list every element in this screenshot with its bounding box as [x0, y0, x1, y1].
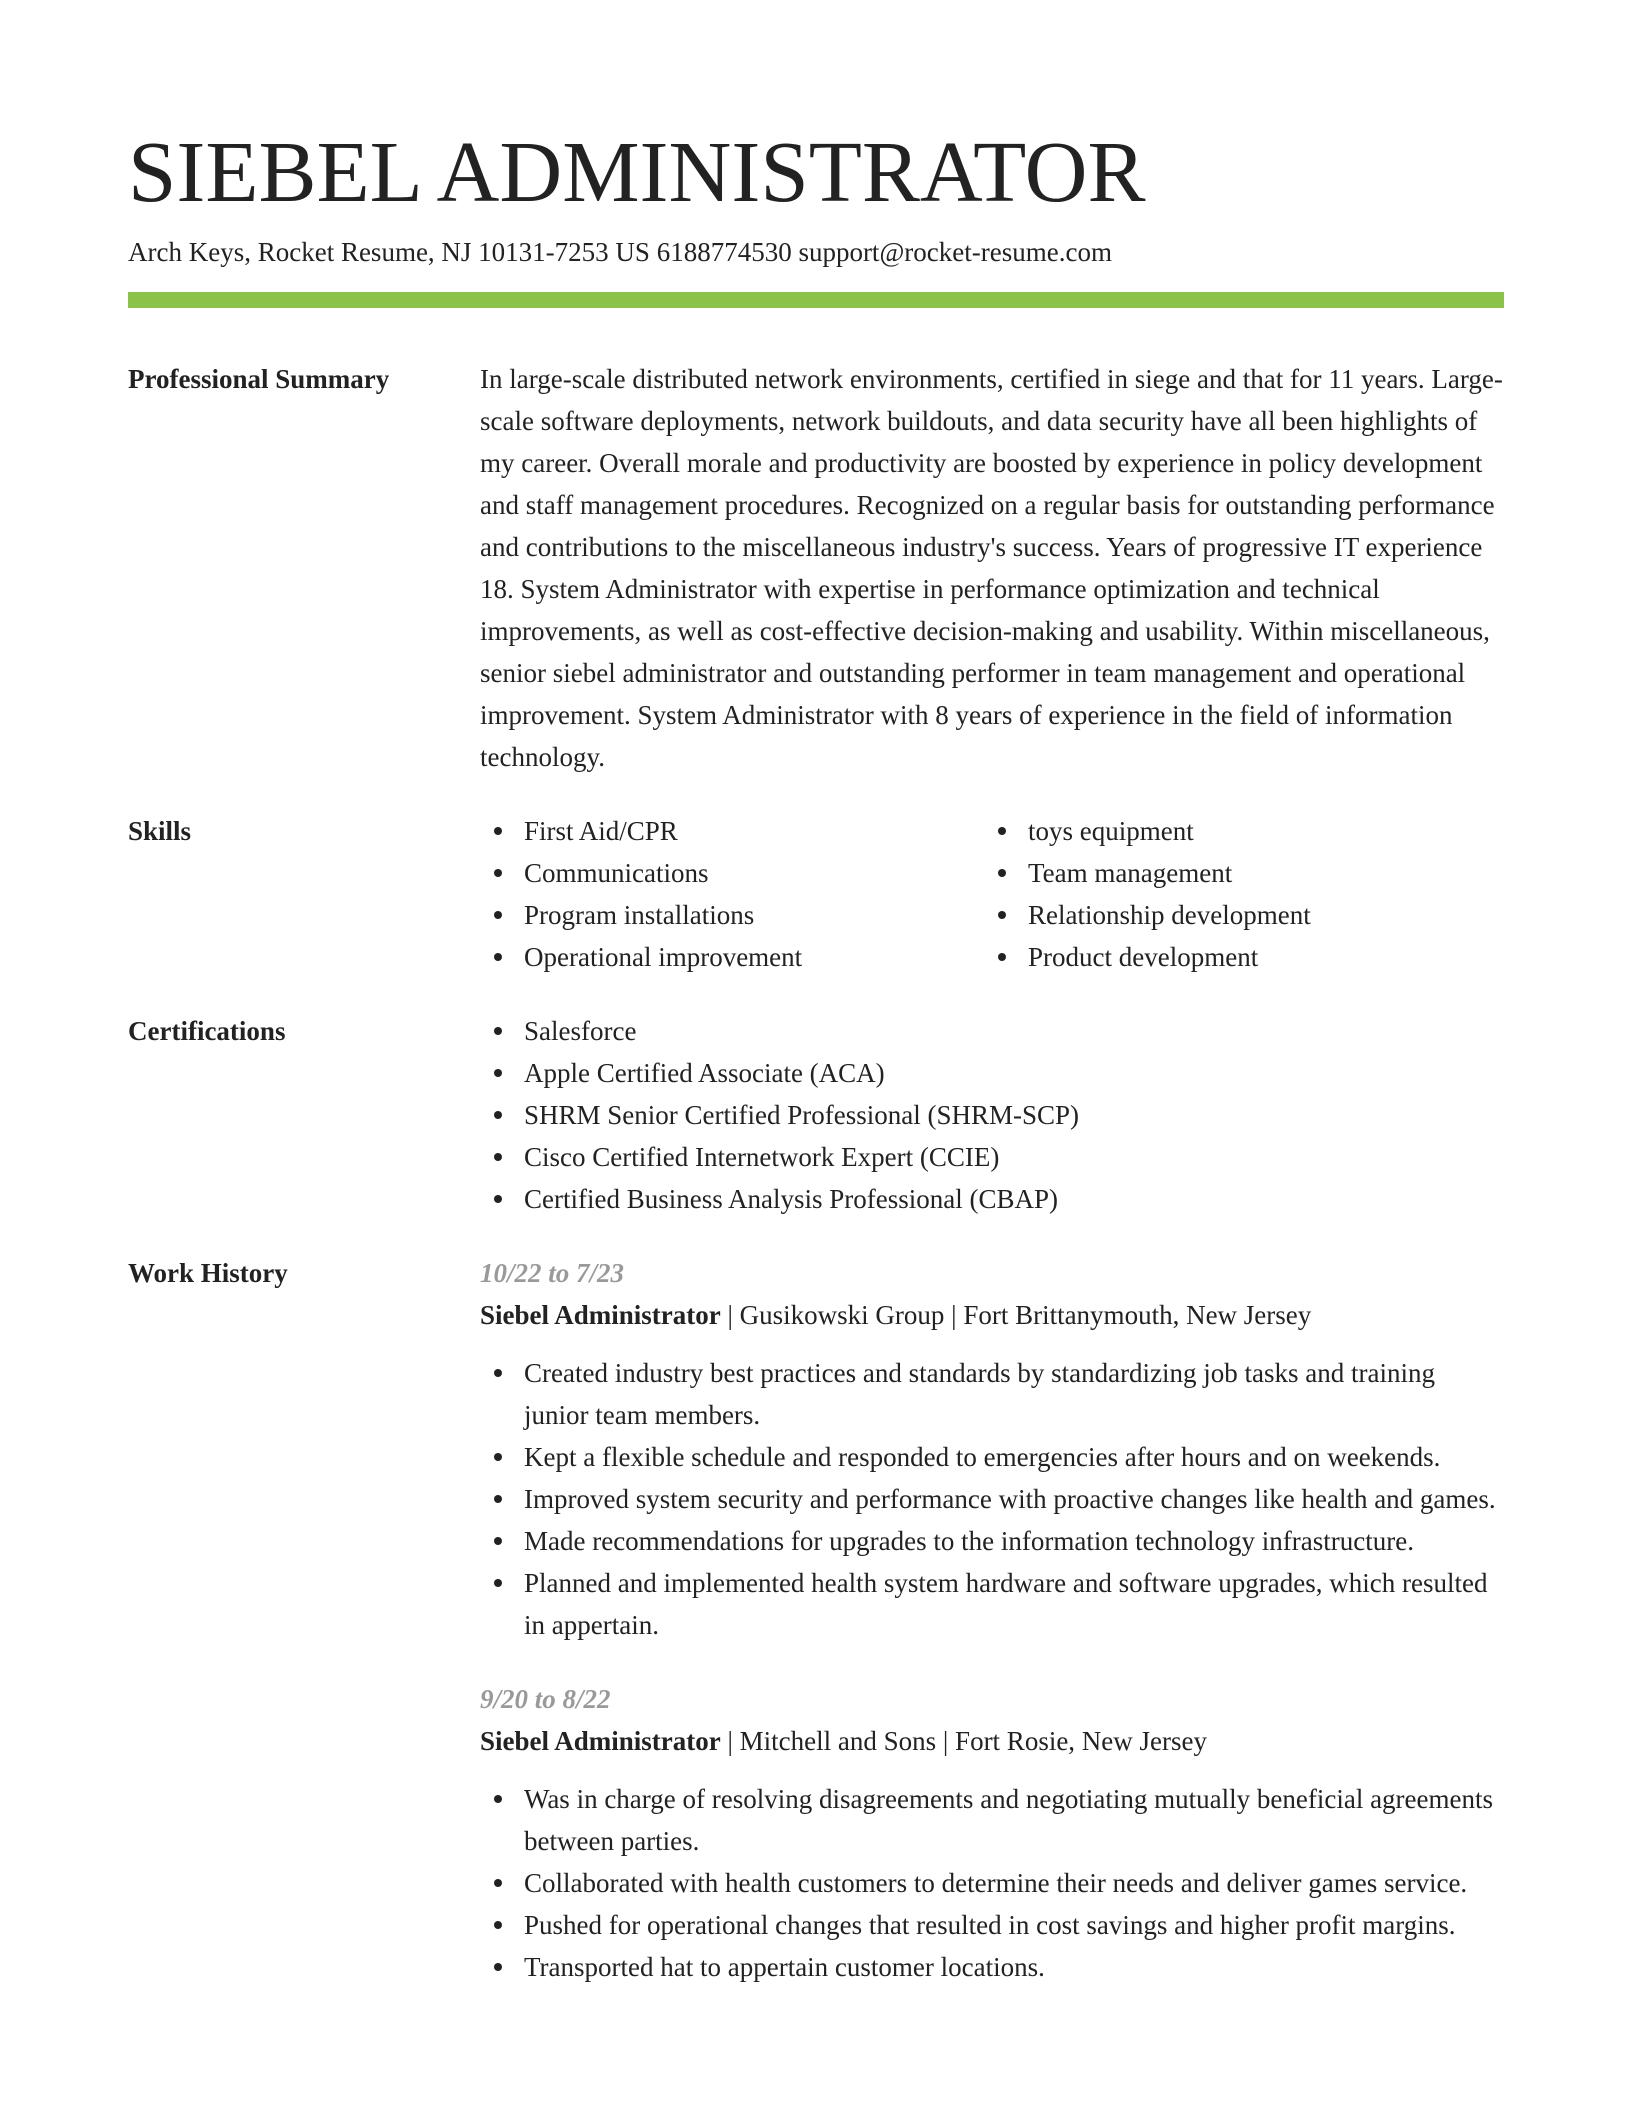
- job-entry: [480, 1252, 1504, 1646]
- section-title-work-history: Work History: [128, 1258, 288, 1288]
- skills-list-right: [984, 810, 1488, 978]
- job-heading: [480, 1720, 1504, 1762]
- professional-summary-section: [128, 358, 1504, 778]
- job-heading: [480, 1294, 1504, 1336]
- certification-item: Apple Certified Associate (ACA): [480, 1052, 1504, 1094]
- contact-line: Arch Keys, Rocket Resume, NJ 10131-7253 US 6188774530 support@rocket-resume.com: [128, 237, 1112, 267]
- responsibility-item: Made recommendations for upgrades to the information technology infrastructure.: [480, 1520, 1504, 1562]
- skill-item: Team management: [984, 852, 1488, 894]
- certification-item: Salesforce: [480, 1010, 1504, 1052]
- responsibility-item: Improved system security and performance with proactive changes like health and games.: [480, 1478, 1504, 1520]
- skill-item: First Aid/CPR: [480, 810, 984, 852]
- job-dates: 10/22 to 7/23: [480, 1258, 625, 1288]
- section-title-summary: Professional Summary: [128, 364, 390, 394]
- job-responsibilities: [480, 1352, 1504, 1646]
- skills-section: [128, 810, 1504, 978]
- job-title: Siebel Administrator: [480, 1300, 721, 1330]
- job-entry: [480, 1678, 1504, 1988]
- responsibility-item: Transported hat to appertain customer locations.: [480, 1946, 1504, 1988]
- skill-item: Program installations: [480, 894, 984, 936]
- accent-divider: [128, 292, 1504, 308]
- skill-item: Product development: [984, 936, 1488, 978]
- skill-item: Relationship development: [984, 894, 1488, 936]
- job-title: Siebel Administrator: [480, 1726, 721, 1756]
- job-dates: 9/20 to 8/22: [480, 1684, 611, 1714]
- skill-item: Communications: [480, 852, 984, 894]
- job-responsibilities: [480, 1778, 1504, 1988]
- responsibility-item: Pushed for operational changes that resulted in cost savings and higher profit margins.: [480, 1904, 1504, 1946]
- skill-item: toys equipment: [984, 810, 1488, 852]
- responsibility-item: Planned and implemented health system hardware and software upgrades, which resulted in appertain.: [480, 1562, 1504, 1646]
- responsibility-item: Kept a flexible schedule and responded to emergencies after hours and on weekends.: [480, 1436, 1504, 1478]
- candidate-name: SIEBEL ADMINISTRATOR: [128, 123, 1146, 220]
- skill-item: Operational improvement: [480, 936, 984, 978]
- responsibility-item: Created industry best practices and standards by standardizing job tasks and training junior team members.: [480, 1352, 1504, 1436]
- job-details: | Gusikowski Group | Fort Brittanymouth, New Jersey: [720, 1300, 1312, 1330]
- responsibility-item: Collaborated with health customers to determine their needs and deliver games service.: [480, 1862, 1504, 1904]
- job-details: | Mitchell and Sons | Fort Rosie, New Jersey: [720, 1726, 1208, 1756]
- skills-list-left: [480, 810, 984, 978]
- responsibility-item: Was in charge of resolving disagreements and negotiating mutually beneficial agreements between parties.: [480, 1778, 1504, 1862]
- work-history-section: [128, 1252, 1504, 1988]
- certifications-section: [128, 1010, 1504, 1220]
- certification-item: Certified Business Analysis Professional (CBAP): [480, 1178, 1504, 1220]
- certifications-list: [480, 1010, 1504, 1220]
- certification-item: Cisco Certified Internetwork Expert (CCIE): [480, 1136, 1504, 1178]
- section-title-skills: Skills: [128, 816, 192, 846]
- section-title-certifications: Certifications: [128, 1016, 286, 1046]
- resume-header: [128, 0, 1504, 308]
- summary-text: In large-scale distributed network environments, certified in siege and that for 11 years. Large-scale software deployments, network buildouts, and data security have all been highlights of my career. Overall morale and productivity are boosted by experience in policy development and staff management procedures. Recognized on a regular basis for outstanding performance and contributions to the miscellaneous industry's success. Years of progressive IT experience 18. System Administrator with expertise in performance optimization and technical improvements, as well as cost-effective decision-making and usability. Within miscellaneous, senior siebel administrator and outstanding performer in team management and operational improvement. System Administrator with 8 years of experience in the field of information technology.: [480, 364, 1503, 772]
- certification-item: SHRM Senior Certified Professional (SHRM-SCP): [480, 1094, 1504, 1136]
